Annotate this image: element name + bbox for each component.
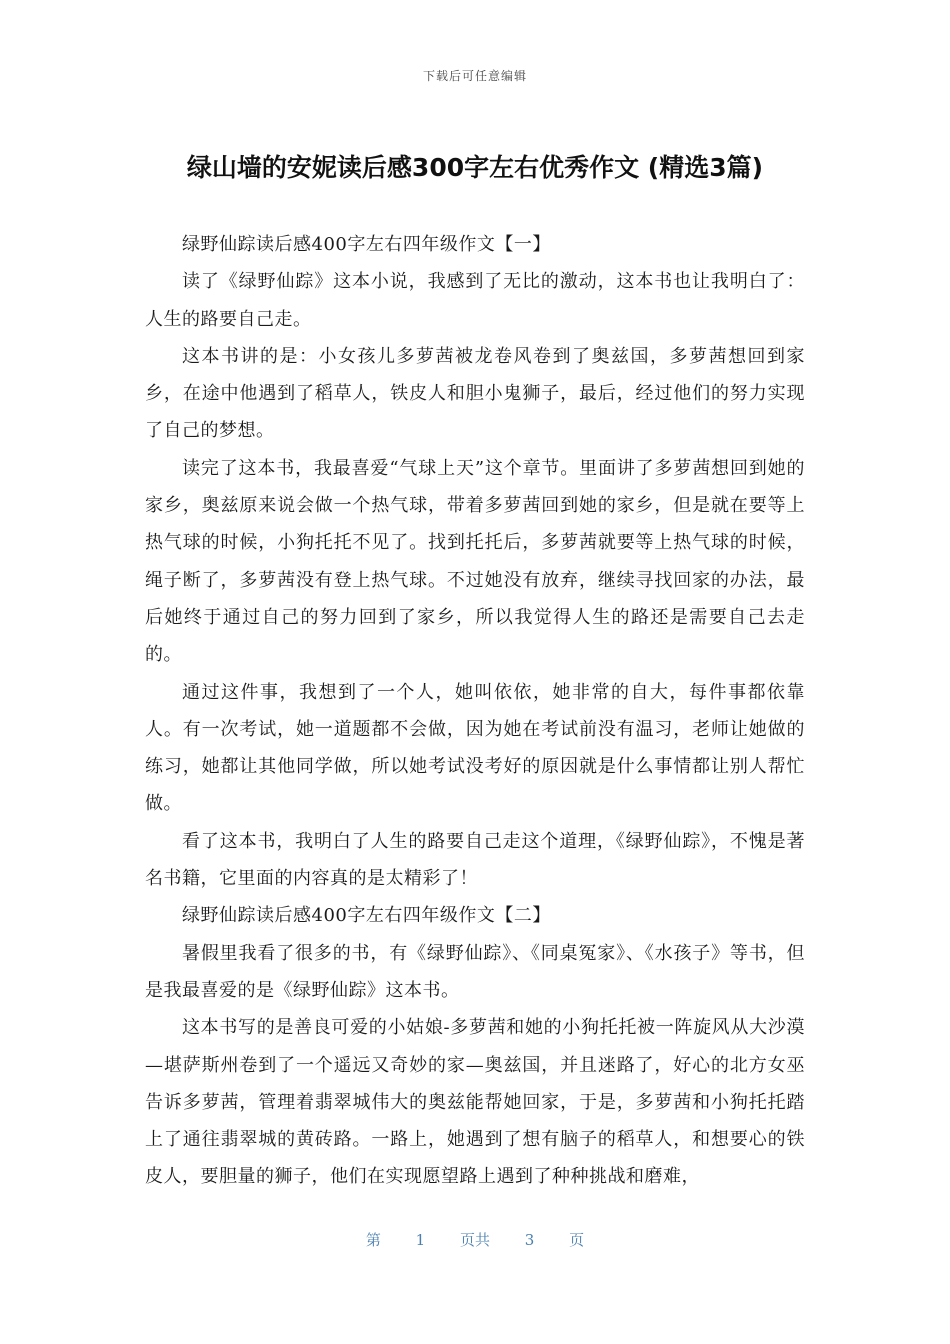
footer-page-label: 第 [365, 1231, 381, 1249]
document-title: 绿山墙的安妮读后感300字左右优秀作文 (精选3篇) [186, 153, 764, 182]
paragraph: 通过这件事，我想到了一个人，她叫依依，她非常的自大，每件事都依靠人。有一次考试，她一道题都不会做，因为她在考试前没有温习，老师让她做的练习，她都让其他同学做，所以她考试没考好的原因就是什么事情都让别人帮忙做。 [145, 681, 805, 815]
paragraph: 这本书写的是善良可爱的小姑娘-多萝茜和她的小狗托托被一阵旋风从大沙漠—堪萨斯州卷到了一个遥远又奇妙的家—奥兹国，并且迷路了，好心的北方女巫告诉多萝茜，管理着翡翠城伟大的奥兹能帮她回家，于是，多萝茜和小狗托托踏上了通往翡翠城的黄砖路。一路上，她遇到了想有脑子的稻草人，和想要心的铁皮人，要胆量的狮子，他们在实现愿望路上遇到了种种挑战和磨难， [145, 1017, 805, 1188]
page-footer [0, 1229, 950, 1250]
footer-of-label: 页共 [459, 1231, 490, 1249]
paragraph: 看了这本书，我明白了人生的路要自己走这个道理，《绿野仙踪》，不愧是著名书籍，它里面的内容真的是太精彩了！ [145, 830, 805, 890]
document-body [145, 226, 805, 1196]
section-heading: 绿野仙踪读后感400字左右四年级作文【二】 [182, 905, 551, 927]
footer-total-pages: 3 [524, 1231, 535, 1249]
section-heading: 绿野仙踪读后感400字左右四年级作文【一】 [182, 234, 551, 255]
paragraph: 这本书讲的是：小女孩儿多萝茜被龙卷风卷到了奥兹国，多萝茜想回到家乡，在途中他遇到了稻草人，铁皮人和胆小鬼狮子，最后，经过他们的努力实现了自己的梦想。 [145, 345, 805, 442]
paragraph: 暑假里我看了很多的书，有《绿野仙踪》、《同桌冤家》、《水孩子》等书，但是我最喜爱的是《绿野仙踪》这本书。 [145, 942, 805, 1001]
footer-current-page: 1 [415, 1231, 426, 1249]
footer-end-label: 页 [569, 1231, 585, 1249]
paragraph: 读完了这本书，我最喜爱“气球上天”这个章节。里面讲了多萝茜想回到她的家乡，奥兹原来说会做一个热气球，带着多萝茜回到她的家乡，但是就在要等上热气球的时候，小狗托托不见了。找到托托后，多萝茜就要等上热气球的时候，绳子断了，多萝茜没有登上热气球。不过她没有放弃，继续寻找回家的办法，最后她终于通过自己的努力回到了家乡，所以我觉得人生的路还是需要自己去走的。 [145, 457, 805, 666]
header-note: 下载后可任意编辑 [422, 69, 527, 83]
paragraph: 读了《绿野仙踪》这本小说，我感到了无比的激动，这本书也让我明白了：人生的路要自己走。 [145, 271, 805, 330]
